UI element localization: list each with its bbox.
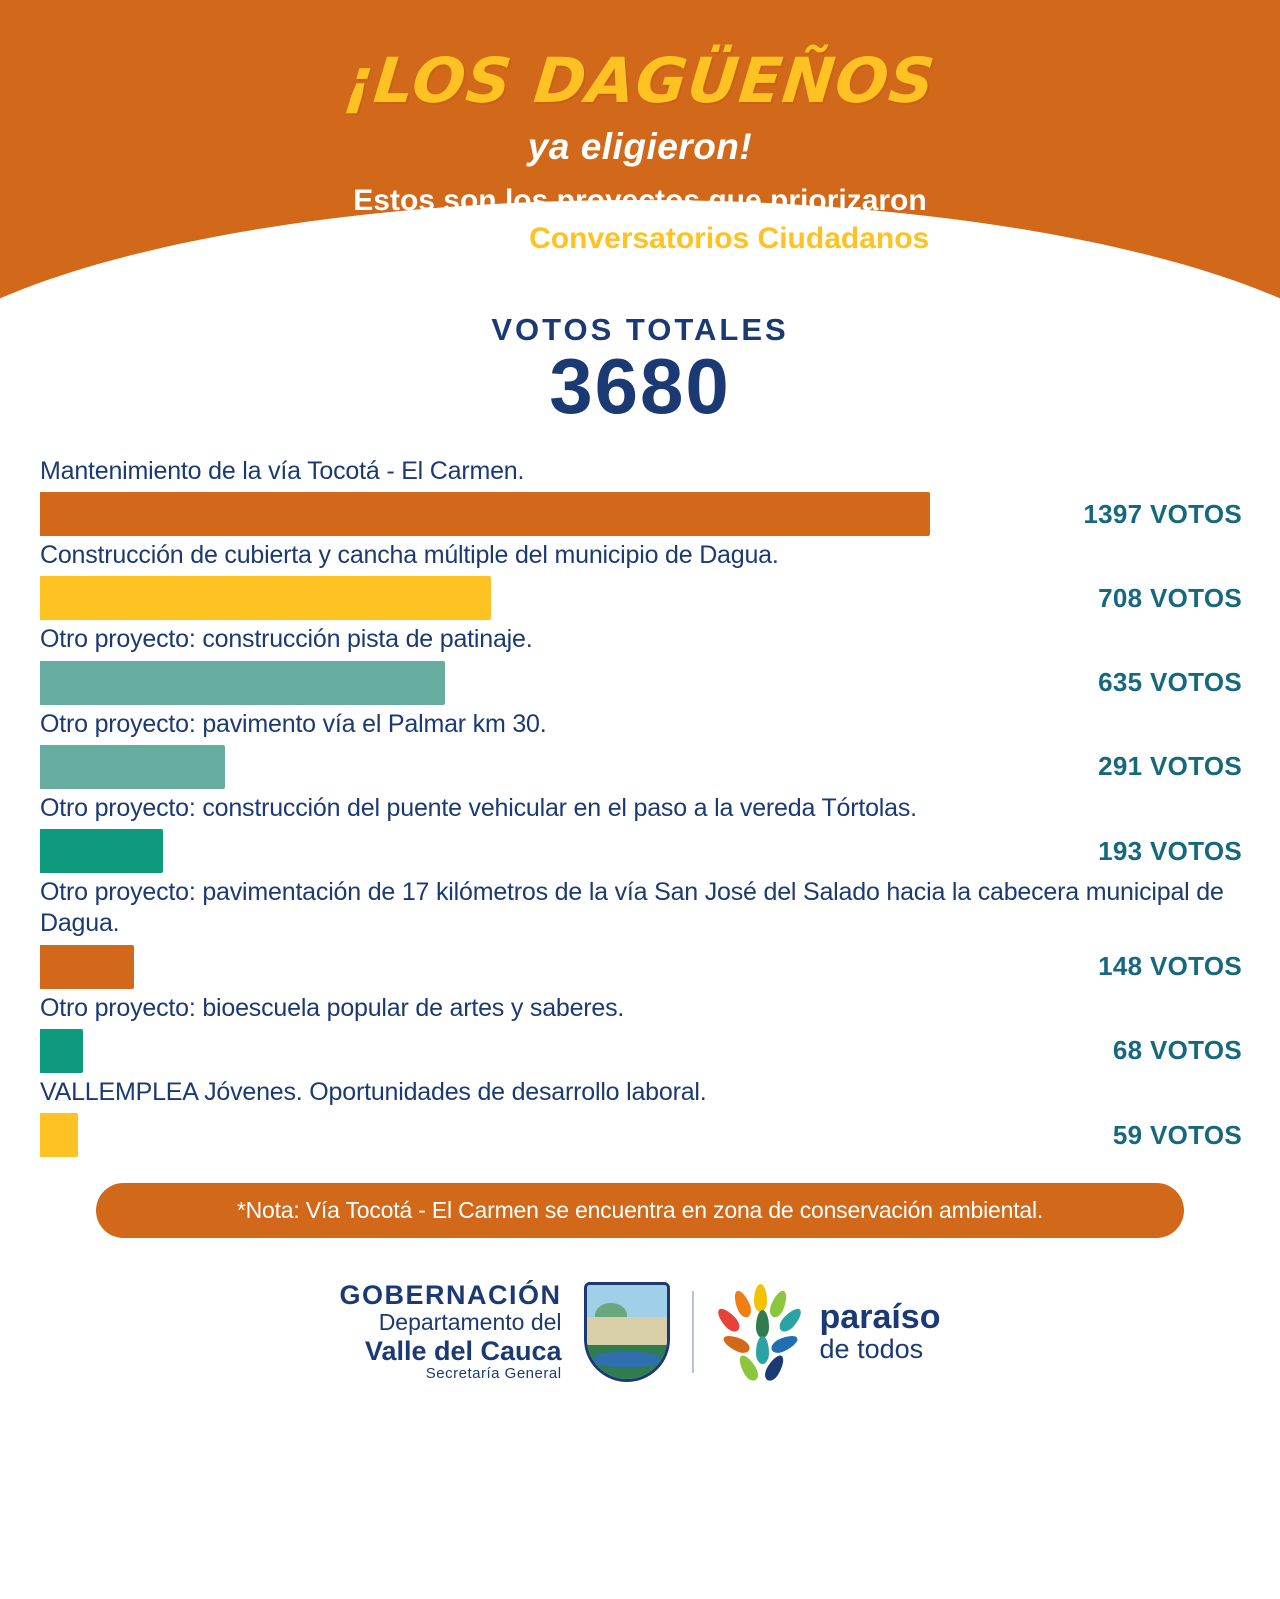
chart-row <box>40 540 1242 620</box>
paraiso-line-1: paraíso <box>819 1297 941 1336</box>
chart-bar <box>40 1029 83 1073</box>
chart-bar-line <box>40 661 1242 705</box>
chart-row <box>40 993 1242 1073</box>
gobernacion-line-1: GOBERNACIÓN <box>339 1280 562 1311</box>
chart-row <box>40 793 1242 873</box>
chart-bar-value-label: 708 VOTOS <box>1098 582 1242 613</box>
chart-row-label: Otro proyecto: construcción pista de patinaje. <box>40 625 533 654</box>
chart-bar-line <box>40 829 1242 873</box>
chart-bar-track <box>40 1113 992 1157</box>
gobernacion-line-2: Departamento del <box>378 1309 562 1336</box>
gobernacion-line-4: Secretaría General <box>425 1365 562 1383</box>
total-votes-block <box>0 312 1280 428</box>
footer-logos <box>0 1280 1280 1383</box>
header-description-highlight: Conversatorios Ciudadanos <box>529 222 930 256</box>
chart-bar-track <box>40 661 992 705</box>
header-content <box>0 0 1280 259</box>
paraiso-logo-text <box>819 1297 941 1365</box>
total-votes-value: 3680 <box>549 342 731 430</box>
chart-bar-value-label: 291 VOTOS <box>1098 751 1242 782</box>
header-banner <box>0 0 1280 300</box>
chart-bar-line <box>40 576 1242 620</box>
chart-bar-line <box>40 745 1242 789</box>
water-drop-shape <box>756 1336 769 1364</box>
page-subtitle: ya eligieron! <box>527 126 753 167</box>
chart-row-label: Otro proyecto: bioescuela popular de artes y saberes. <box>40 993 625 1022</box>
chart-row-label: Otro proyecto: pavimentación de 17 kilómetros de la vía San José del Salado hacia la cabecera municipal de Dagua. <box>40 878 1224 938</box>
chart-bar-track <box>40 829 992 873</box>
chart-row <box>40 456 1242 536</box>
chart-bar <box>40 661 445 705</box>
gobernacion-line-3: Valle del Cauca <box>364 1336 562 1367</box>
chart-row <box>40 1077 1242 1157</box>
header-description-line2-prefix: en nuestros <box>350 222 530 256</box>
note-container <box>0 1161 1280 1238</box>
footer-divider <box>692 1291 694 1373</box>
chart-bar-track <box>40 945 992 989</box>
chart-row-label: VALLEMPLEA Jóvenes. Oportunidades de desarrollo laboral. <box>40 1077 707 1106</box>
chart-bar-track <box>40 576 992 620</box>
chart-bar <box>40 1113 78 1157</box>
chart-bar <box>40 945 134 989</box>
chart-bar-value-label: 59 VOTOS <box>1112 1119 1242 1150</box>
paraiso-line-2: de todos <box>819 1334 924 1365</box>
water-drop-shape <box>721 1332 752 1356</box>
chart-bar-track <box>40 492 992 536</box>
water-drop-shape <box>756 1310 769 1338</box>
water-drops-icon <box>716 1284 808 1380</box>
chart-row-label: Otro proyecto: construcción del puente vehicular en el paso a la vereda Tórtolas. <box>40 793 917 822</box>
chart-bar-value-label: 193 VOTOS <box>1098 835 1242 866</box>
water-drop-shape <box>769 1332 800 1356</box>
chart-bar <box>40 576 491 620</box>
gobernacion-logo-text <box>340 1280 562 1383</box>
chart-bar-track <box>40 1029 992 1073</box>
water-drop-shape <box>754 1284 767 1312</box>
chart-bar-value-label: 148 VOTOS <box>1098 951 1242 982</box>
chart-bar-line <box>40 1113 1242 1157</box>
header-description-line1: Estos son los proyectos que priorizaron <box>353 184 927 217</box>
header-description <box>0 182 1280 259</box>
conservation-note: *Nota: Vía Tocotá - El Carmen se encuentra en zona de conservación ambiental. <box>96 1183 1184 1238</box>
page-title: ¡LOS DAGÜEÑOS <box>341 44 939 117</box>
chart-bar <box>40 745 225 789</box>
votes-bar-chart <box>0 456 1280 1157</box>
chart-row-label: Construcción de cubierta y cancha múltiple del municipio de Dagua. <box>40 541 779 570</box>
chart-row-label: Otro proyecto: pavimento vía el Palmar km 30. <box>40 709 547 738</box>
valle-del-cauca-coat-of-arms-icon <box>584 1282 670 1382</box>
chart-row <box>40 877 1242 989</box>
chart-bar <box>40 492 930 536</box>
chart-row-label: Mantenimiento de la vía Tocotá - El Carmen. <box>40 456 525 485</box>
chart-bar-value-label: 68 VOTOS <box>1112 1035 1242 1066</box>
chart-row <box>40 624 1242 704</box>
chart-row <box>40 709 1242 789</box>
paraiso-de-todos-logo <box>716 1284 941 1380</box>
chart-bar-value-label: 635 VOTOS <box>1098 667 1242 698</box>
chart-bar-line <box>40 945 1242 989</box>
chart-bar-line <box>40 1029 1242 1073</box>
chart-bar <box>40 829 163 873</box>
chart-bar-line <box>40 492 1242 536</box>
chart-bar-value-label: 1397 VOTOS <box>1083 498 1242 529</box>
chart-bar-track <box>40 745 992 789</box>
total-votes-label: VOTOS TOTALES <box>491 312 789 347</box>
water-drop-shape <box>731 1288 754 1319</box>
